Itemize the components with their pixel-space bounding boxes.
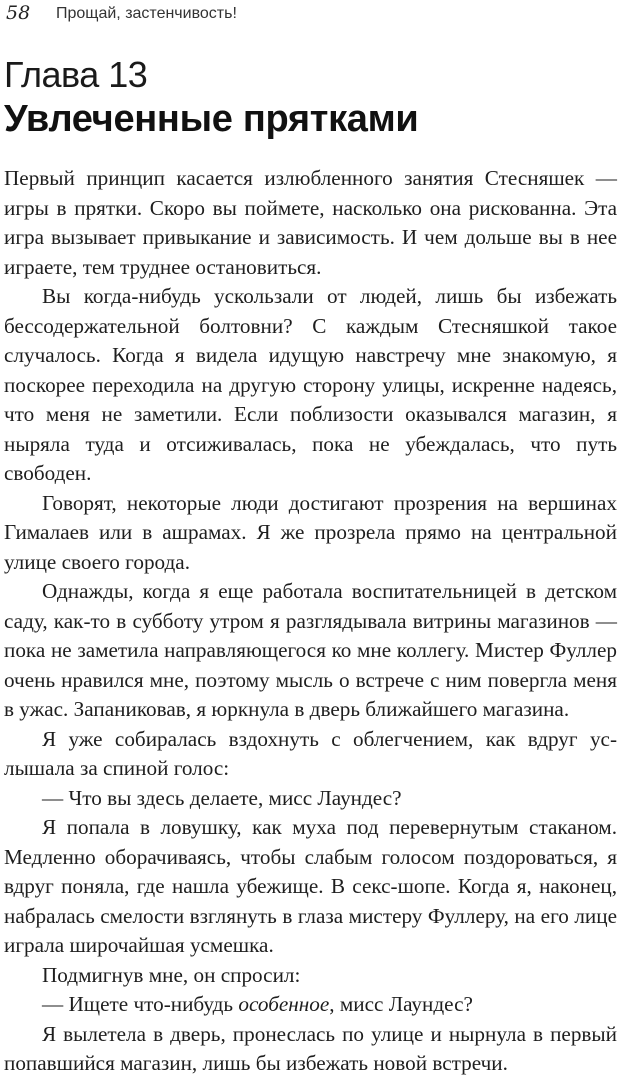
dialogue-text: — Ищете что-нибудь: [42, 992, 239, 1016]
body-text: [4, 164, 617, 1079]
paragraph: Говорят, некоторые люди достигают прозрения на вершинах Гималаев или в ашрамах. Я же прозрела прямо на центральной улице своего города.: [4, 490, 617, 574]
paragraph: Первый принцип касается излюбленного занятия Стесняшек — игры в прятки. Скоро вы поймете, насколько она рискованна. Эта игра вызывает привыкание и зависимость. И чем дольше вы в нее играете, тем труднее остановиться.: [4, 166, 617, 279]
dialogue-line: — Что вы здесь делаете, мисс Лаундес?: [42, 785, 402, 810]
page-number: 58: [6, 2, 31, 24]
paragraph: Вы когда-нибудь ускользали от людей, лишь бы избежать бессодержательной болтовни? С каждым Стесняшкой такое случалось. Когда я видела идущую навстречу мне знакомую, я поскорее переходила на другую сторону улицы, искренне надеясь, что меня не заметили. Если поблизости оказывался магазин, я ныряла туда и отсиживалась, пока не убеждалась, что путь свободен.: [4, 284, 617, 485]
paragraph: Я попала в ловушку, как муха под перевернутым стаканом. Медленно оборачиваясь, чтобы слабым голосом поздороваться, я вдруг поняла, где нашла убежище. В секс-шопе. Когда я, наконец, набралась смелости взглянуть в глаза мистеру Фуллеру, на его лице играла широчайшая усмешка.: [4, 815, 617, 957]
running-title: Прощай, застенчивость!: [56, 5, 237, 22]
paragraph: Я вылетела в дверь, пронеслась по улице и нырнула в первый попавшийся магазин, лишь бы избежать новой встречи.: [4, 1021, 617, 1075]
page-header: [0, 0, 620, 30]
dialogue-text: , мисс Лаундес?: [329, 992, 473, 1016]
chapter-label: Глава 13: [4, 54, 148, 95]
paragraph: Я уже собиралась вздохнуть с облегчением, как вдруг услышала за спиной голос:: [4, 726, 617, 780]
paragraph: Подмигнув мне, он спросил:: [42, 962, 301, 987]
chapter-title: Увлеченные прятками: [4, 98, 419, 140]
emphasized-word: особенное: [238, 992, 330, 1016]
dialogue-line: [4, 990, 617, 1020]
paragraph: Однажды, когда я еще работала воспитательницей в детском саду, как-то в субботу утром я разглядывала витрины магазинов — пока не заметила направляющегося ко мне коллегу. Мистер Фуллер очень нравился мне, поэтому мысль о встрече с ним повергла меня в ужас. Запаниковав, я юркнула в дверь ближайшего магазина.: [4, 579, 617, 721]
